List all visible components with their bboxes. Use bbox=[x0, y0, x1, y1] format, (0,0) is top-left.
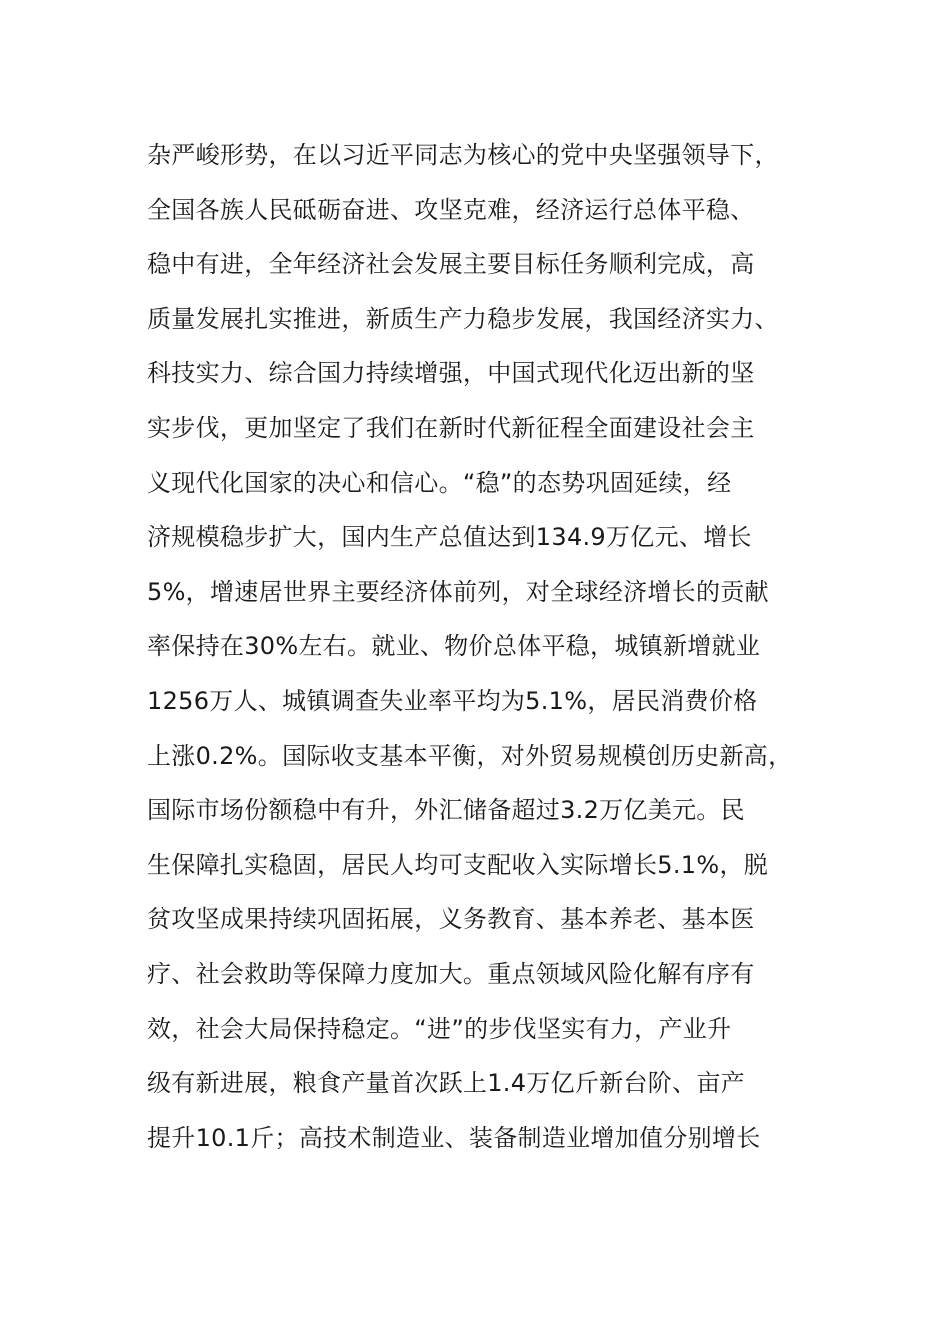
text-line: 1256万人、城镇调查失业率平均为5.1%，居民消费价格 bbox=[147, 686, 758, 715]
text-line: 贫攻坚成果持续巩固拓展，义务教育、基本养老、基本医 bbox=[147, 905, 755, 934]
text-line: 生保障扎实稳固，居民人均可支配收入实际增长5.1%，脱 bbox=[147, 850, 769, 879]
text-line: 国际市场份额稳中有升，外汇储备超过3.2万亿美元。民 bbox=[147, 796, 745, 825]
text-line: 全国各族人民砥砺奋进、攻坚克难，经济运行总体平稳、 bbox=[147, 195, 755, 224]
text-line: 提升10.1斤；高技术制造业、装备制造业增加值分别增长 bbox=[147, 1123, 761, 1152]
text-line: 质量发展扎实推进，新质生产力稳步发展，我国经济实力、 bbox=[147, 304, 779, 333]
text-line: 5%，增速居世界主要经济体前列，对全球经济增长的贡献 bbox=[147, 577, 769, 606]
text-line: 上涨0.2%。国际收支基本平衡，对外贸易规模创历史新高， bbox=[147, 741, 793, 770]
text-line: 义现代化国家的决心和信心。“稳”的态势巩固延续，经 bbox=[147, 468, 732, 497]
text-line: 疗、社会救助等保障力度加大。重点领域风险化解有序有 bbox=[147, 959, 755, 988]
text-line: 级有新进展，粮食产量首次跃上1.4万亿斤新台阶、亩产 bbox=[147, 1069, 745, 1098]
text-line: 稳中有进，全年经济社会发展主要目标任务顺利完成，高 bbox=[147, 250, 755, 279]
body-text bbox=[147, 128, 827, 1165]
text-line: 率保持在30%左右。就业、物价总体平稳，城镇新增就业 bbox=[147, 632, 761, 661]
text-line: 杂严峻形势，在以习近平同志为核心的党中央坚强领导下， bbox=[147, 141, 779, 169]
text-line: 实步伐，更加坚定了我们在新时代新征程全面建设社会主 bbox=[147, 413, 755, 442]
text-line: 济规模稳步扩大，国内生产总值达到134.9万亿元、增长 bbox=[147, 523, 752, 552]
text-line: 科技实力、综合国力持续增强，中国式现代化迈出新的坚 bbox=[147, 359, 755, 388]
text-line: 效，社会大局保持稳定。“进”的步伐坚实有力，产业升 bbox=[147, 1014, 732, 1043]
